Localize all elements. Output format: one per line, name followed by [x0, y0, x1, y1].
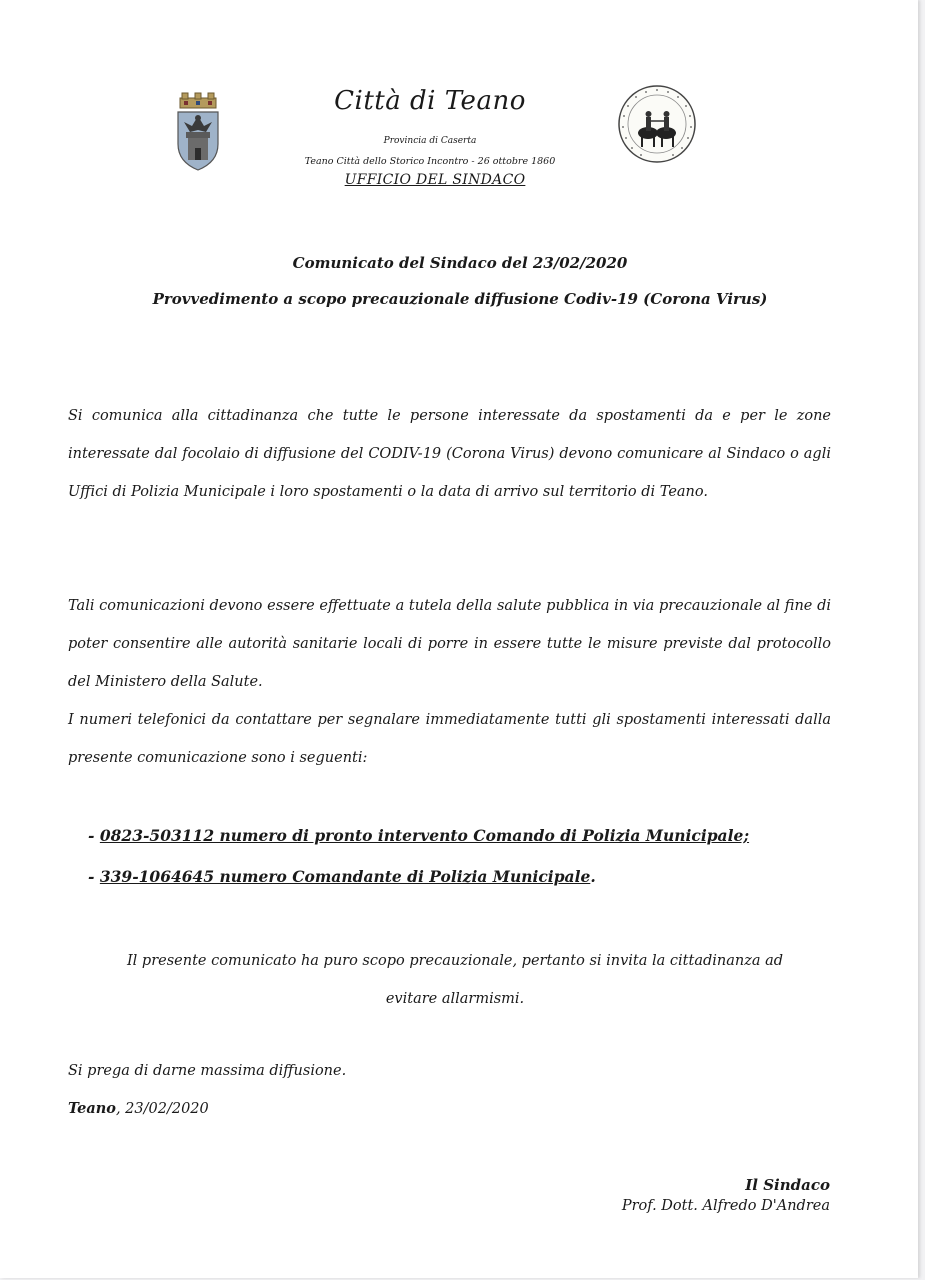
office-heading: UFFICIO DEL SINDACO: [344, 172, 526, 188]
signatory-title: Il Sindaco: [745, 1176, 830, 1194]
town-motto: Teano Città dello Storico Incontro - 26 ottobre 1860: [304, 156, 556, 167]
closing-line-1: Il presente comunicato ha puro scopo precauzionale, pertanto si invita la cittadinanza ad: [126, 953, 784, 969]
body-paragraph-1: Si comunica alla cittadinanza che tutte le persone interessate da spostamenti da e per le zone interessate dal focolaio di diffusione del CODIV-19 (Corona Virus) devono comunicare al Sindaco o agli Uffici di Polizia Municipale i loro spostamenti o la data di arrivo sul territorio di Teano.: [68, 408, 831, 500]
communique-title: Comunicato del Sindaco del 23/02/2020: [292, 254, 628, 272]
closing-statement: [70, 942, 840, 1018]
dateline-date: , 23/02/2020: [115, 1101, 209, 1117]
dateline: [68, 1100, 209, 1117]
phone-number-municipal-police[interactable]: 0823-503112 numero di pronto intervento Comando di Polizia Municipale;: [99, 826, 750, 845]
body-paragraph-2: Tali comunicazioni devono essere effettuate a tutela della salute pubblica in via precauzionale al fine di poter consentire alle autorità sanitarie locali di porre in essere tutte le misure previste dal protocollo del Ministero della Salute.: [68, 598, 831, 690]
phone-bullet: -: [88, 826, 100, 845]
town-name: Città di Teano: [334, 86, 526, 116]
body-paragraph-3: I numeri telefonici da contattare per segnalare immediatamente tutti gli spostamenti interessati dalla presente comunicazione sono i seguenti:: [68, 712, 831, 766]
distribution-note: Si prega di darne massima diffusione.: [68, 1063, 347, 1079]
signatory-name: Prof. Dott. Alfredo D'Andrea: [621, 1198, 830, 1214]
phone-number-commander[interactable]: 339-1064645 numero Comandante di Polizia Municipale: [99, 867, 591, 886]
phone-item: [88, 867, 848, 886]
phone-bullet: -: [88, 867, 100, 886]
historic-meeting-medallion-icon: [616, 83, 698, 165]
closing-line-2: evitare allarmismi.: [385, 991, 525, 1007]
communique-subject: Provvedimento a scopo precauzionale diffusione Codiv-19 (Corona Virus): [152, 290, 768, 308]
phone-suffix: .: [590, 867, 596, 886]
province-line: Provincia di Caserta: [383, 136, 477, 146]
phone-item: [88, 826, 848, 845]
dateline-place: Teano: [68, 1100, 116, 1117]
town-crest-icon: [174, 92, 222, 172]
